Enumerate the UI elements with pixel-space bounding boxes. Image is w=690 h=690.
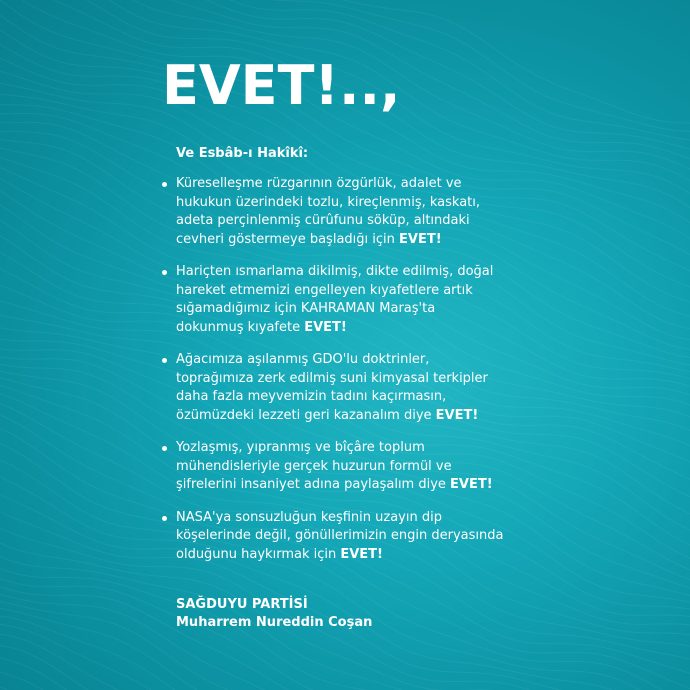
item-line: Yozlaşmış, yıpranmış ve bîçâre toplum bbox=[176, 440, 425, 455]
item-emphasis: EVET! bbox=[399, 231, 442, 247]
item-emphasis: EVET! bbox=[304, 319, 347, 335]
signatory-name: Muharrem Nureddin Coşan bbox=[176, 615, 373, 630]
item-emphasis: EVET! bbox=[435, 407, 479, 423]
bullet-icon bbox=[162, 270, 167, 275]
item-line: NASA'ya sonsuzluğun keşfinin uzayın dip bbox=[176, 509, 442, 525]
list-item bbox=[160, 263, 540, 337]
item-text: dokunmuş kıyafete bbox=[176, 319, 305, 335]
item-line: hukukun üzerindeki tozlu, kireçlenmiş, kaskatı, bbox=[176, 194, 481, 210]
list-item bbox=[160, 509, 540, 565]
item-emphasis: EVET! bbox=[450, 477, 493, 492]
item-text: şifrelerini insaniyet adına paylaşalım diye bbox=[176, 477, 451, 492]
item-line: köşelerinde değil, gönüllerimizin engin deryasında bbox=[176, 528, 504, 543]
item-line: sığamadığımız için KAHRAMAN Maraş'ta bbox=[176, 301, 436, 316]
item-line: Hariçten ısmarlama dikilmiş, dikte edilmiş, doğal bbox=[176, 264, 494, 279]
item-text: cevheri göstermeye başladığı için bbox=[176, 231, 400, 247]
signature-block bbox=[176, 596, 372, 632]
item-line: daha fazla meyvemizin tadını kaçırmasın, bbox=[176, 389, 447, 404]
item-line-last bbox=[176, 231, 540, 250]
item-text: özümüzdeki lezzeti geri kazanalım diye bbox=[176, 407, 436, 423]
wave-line bbox=[0, 624, 690, 690]
intro-heading: Ve Esbâb-ı Hakîkî: bbox=[176, 146, 309, 161]
item-line: toprağımıza zerk edilmiş suni kimyasal terkipler bbox=[176, 370, 488, 386]
item-emphasis: EVET! bbox=[340, 546, 383, 562]
item-line-last bbox=[176, 476, 540, 495]
list-item bbox=[160, 175, 540, 249]
item-line-last bbox=[176, 546, 540, 565]
item-line: hareket etmemizi engelleyen kıyafetlere artık bbox=[176, 282, 473, 298]
item-line-last bbox=[176, 319, 540, 338]
item-line: mühendisleriyle gerçek huzurun formül ve bbox=[176, 458, 452, 474]
bullet-icon bbox=[162, 446, 167, 451]
headline: EVET!.., bbox=[162, 54, 401, 117]
party-name: SAĞDUYU PARTİSİ bbox=[176, 597, 308, 612]
item-line: Ağacımıza aşılanmış GDO'lu doktrinler, bbox=[176, 352, 430, 367]
list-item bbox=[160, 351, 540, 425]
bullet-icon bbox=[162, 516, 167, 521]
item-text: olduğunu haykırmak için bbox=[176, 546, 341, 562]
reasons-list bbox=[160, 175, 540, 578]
bullet-icon bbox=[162, 358, 167, 363]
list-item bbox=[160, 439, 540, 495]
bullet-icon bbox=[162, 182, 167, 187]
item-line: Küreselleşme rüzgarının özgürlük, adalet ve bbox=[176, 176, 462, 191]
item-line-last bbox=[176, 407, 540, 426]
wave-line bbox=[0, 679, 690, 690]
item-line: adeta perçinlenmiş cürûfunu söküp, altındaki bbox=[176, 213, 470, 228]
